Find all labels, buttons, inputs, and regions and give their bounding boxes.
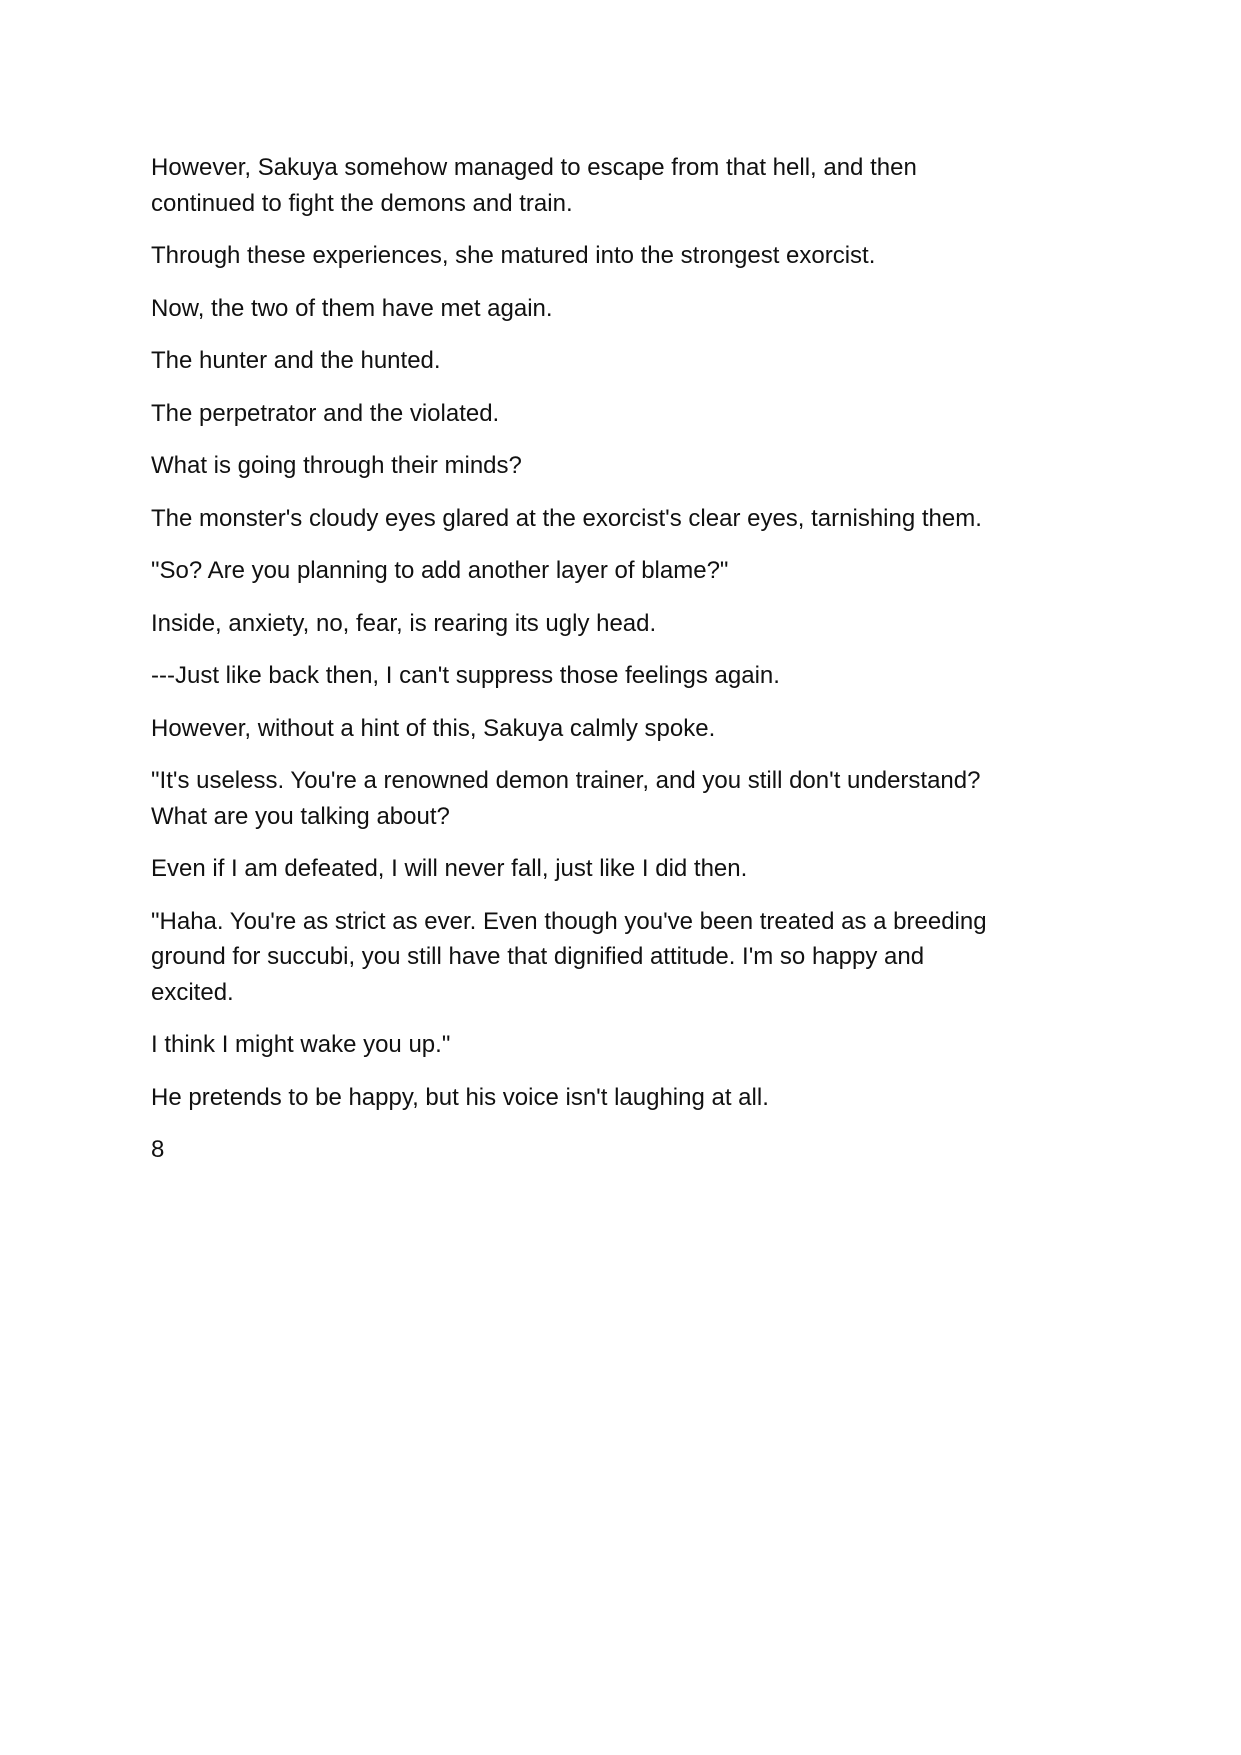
paragraph-10: ---Just like back then, I can't suppress those feelings again. — [151, 662, 780, 689]
paragraph-8: "So? Are you planning to add another layer of blame?" — [151, 557, 729, 584]
paragraph-13: Even if I am defeated, I will never fall, just like I did then. — [151, 855, 748, 882]
paragraph-2: Through these experiences, she matured into the strongest exorcist. — [151, 242, 876, 269]
paragraph-6: What is going through their minds? — [151, 452, 522, 479]
paragraph-14: "Haha. You're as strict as ever. Even though you've been treated as a breeding ground for succubi, you still have that dignified attitude. I'm so happy and excited. — [151, 907, 987, 1006]
paragraph-3: Now, the two of them have met again. — [151, 294, 553, 322]
paragraph-7: The monster's cloudy eyes glared at the exorcist's clear eyes, tarnishing them. — [151, 504, 982, 532]
paragraph-16: He pretends to be happy, but his voice isn't laughing at all. — [151, 1083, 769, 1111]
page-number: 8 — [151, 1136, 165, 1163]
paragraph-12: "It's useless. You're a renowned demon trainer, and you still don't understand? What are you talking about? — [151, 767, 981, 830]
paragraph-4: The hunter and the hunted. — [151, 347, 441, 374]
paragraph-9: Inside, anxiety, no, fear, is rearing its ugly head. — [151, 609, 657, 637]
page-body — [151, 150, 1091, 1168]
paragraph-15: I think I might wake you up." — [151, 1031, 451, 1058]
paragraph-1: However, Sakuya somehow managed to escape from that hell, and then continued to fight the demons and train. — [151, 154, 917, 217]
paragraph-11: However, without a hint of this, Sakuya calmly spoke. — [151, 714, 716, 742]
paragraph-5: The perpetrator and the violated. — [151, 399, 500, 427]
